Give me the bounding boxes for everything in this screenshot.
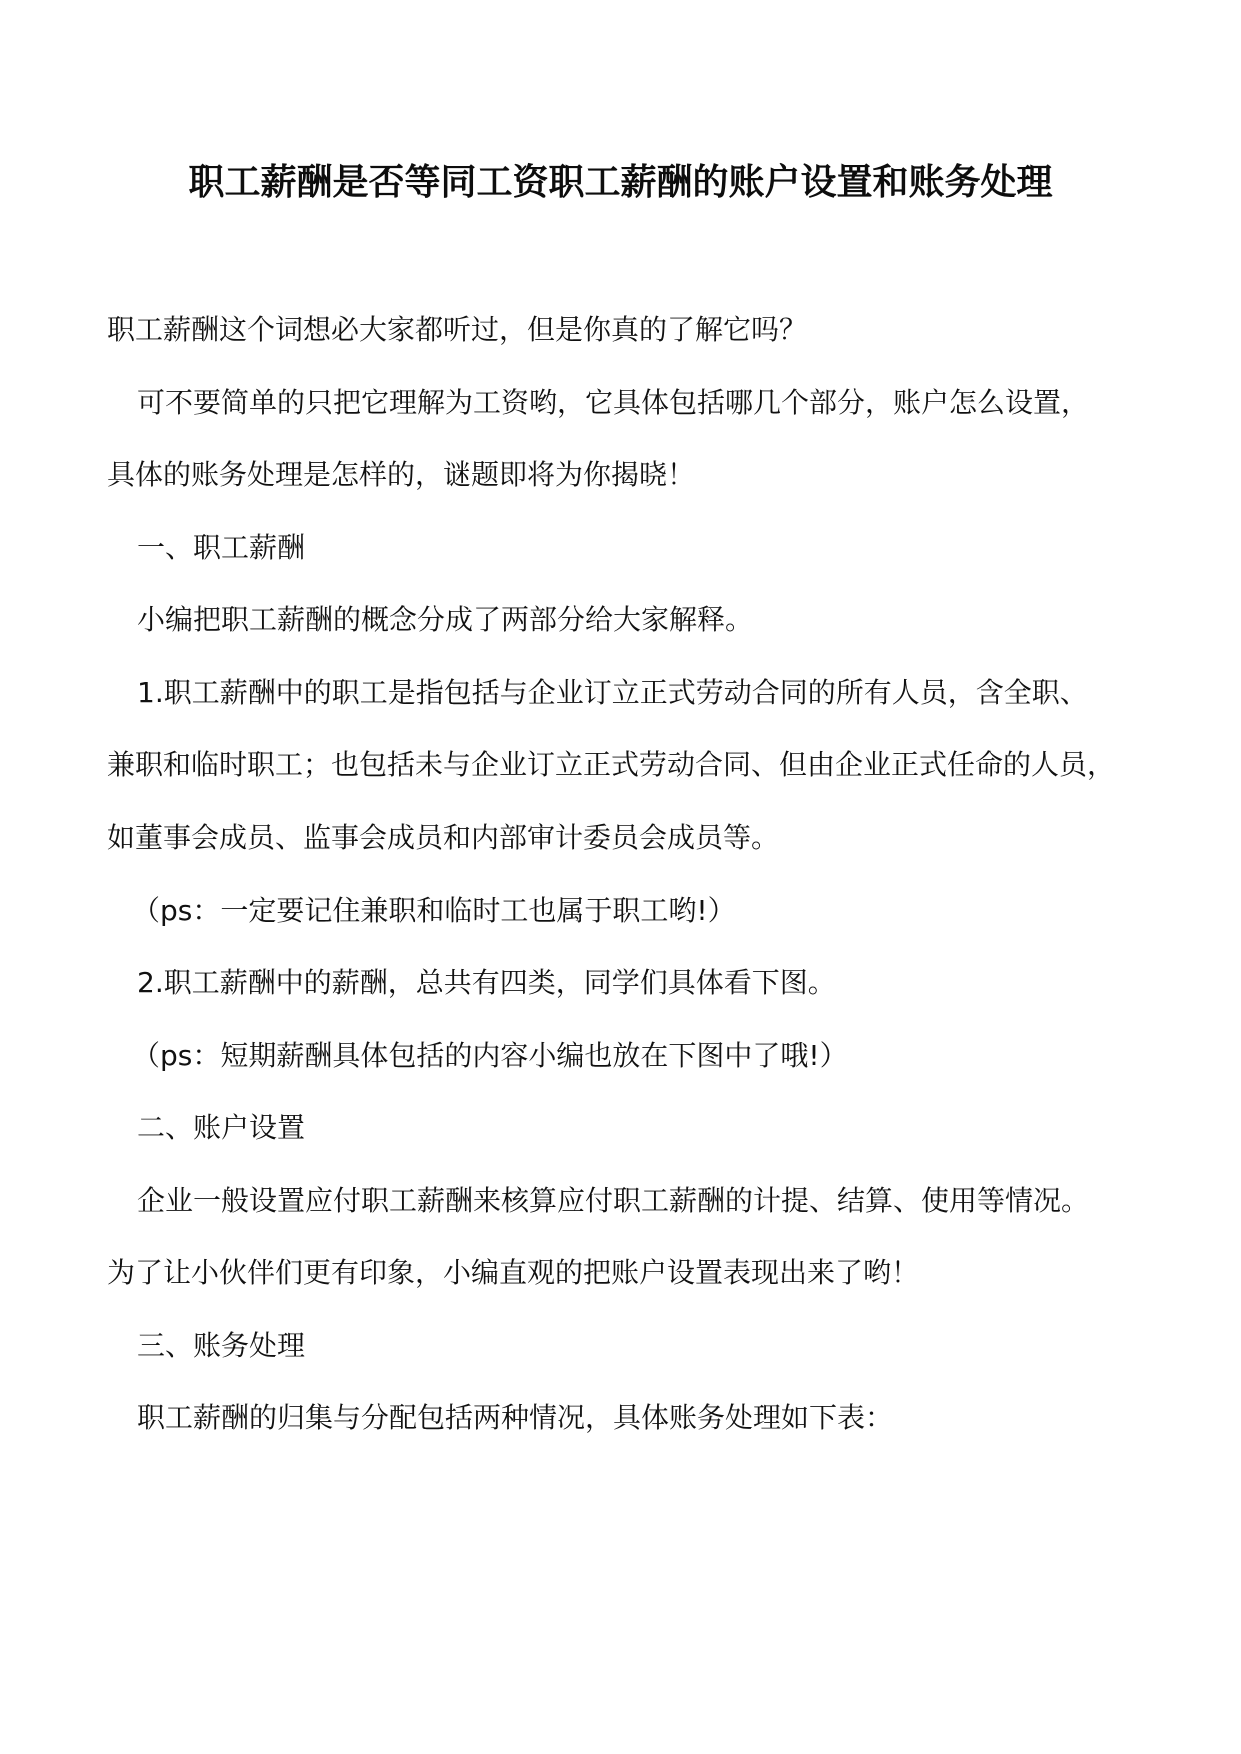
paragraph-line: 2.职工薪酬中的薪酬，总共有四类，同学们具体看下图。 [137,966,836,999]
note-line: （ps：一定要记住兼职和临时工也属于职工哟!） [132,894,736,927]
paragraph-line: 企业一般设置应付职工薪酬来核算应付职工薪酬的计提、结算、使用等情况。 [137,1184,1090,1217]
paragraph-line: 1.职工薪酬中的职工是指包括与企业订立正式劳动合同的所有人员，含全职、 [137,676,1088,709]
note-line: （ps：短期薪酬具体包括的内容小编也放在下图中了哦!） [132,1039,848,1072]
paragraph-line: 职工薪酬的归集与分配包括两种情况，具体账务处理如下表： [137,1401,894,1434]
paragraph-line: 如董事会成员、监事会成员和内部审计委员会成员等。 [107,821,780,854]
section-heading: 一、职工薪酬 [137,531,306,564]
paragraph-line: 为了让小伙伴们更有印象，小编直观的把账户设置表现出来了哟！ [107,1256,920,1289]
paragraph-line: 具体的账务处理是怎样的，谜题即将为你揭晓！ [107,458,696,491]
paragraph-line: 职工薪酬这个词想必大家都听过，但是你真的了解它吗？ [107,313,808,346]
paragraph-line: 可不要简单的只把它理解为工资哟，它具体包括哪几个部分，账户怎么设置， [137,386,1090,419]
paragraph-line: 小编把职工薪酬的概念分成了两部分给大家解释。 [137,603,754,636]
section-heading: 二、账户设置 [137,1111,306,1144]
paragraph-line: 兼职和临时职工；也包括未与企业订立正式劳动合同、但由企业正式任命的人员， [107,748,1116,781]
document-title: 职工薪酬是否等同工资职工薪酬的账户设置和账务处理 [188,161,1053,203]
section-heading: 三、账务处理 [137,1329,306,1362]
